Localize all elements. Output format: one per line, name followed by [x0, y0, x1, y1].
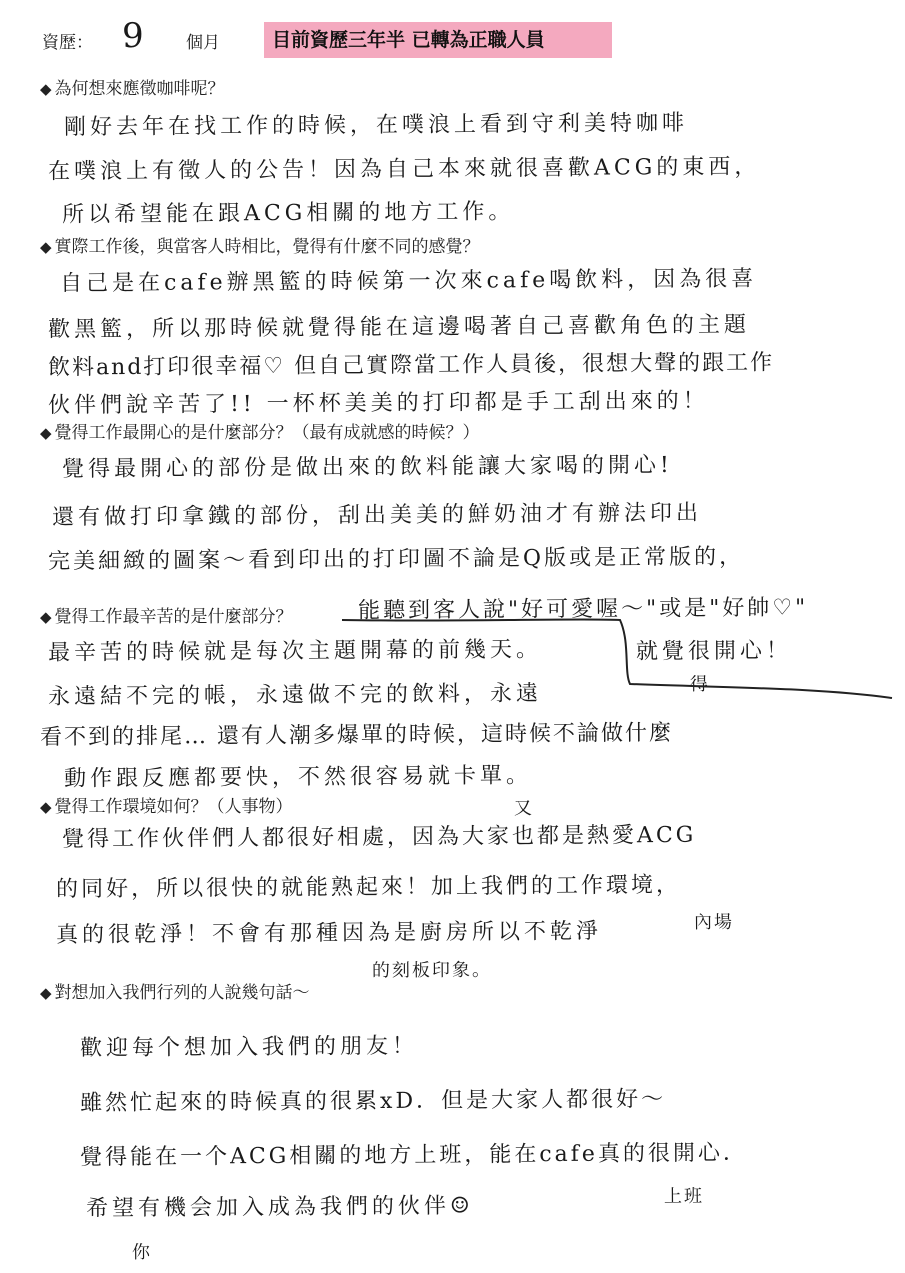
answer-4-line-3: 看不到的排尾… 還有人潮多爆單的時候，這時候不論做什麼: [39, 720, 674, 751]
answer-6-line-4: 希望有機会加入成為我們的伙伴☺: [85, 1193, 474, 1222]
question-1: ◆ 為何想來應徵咖啡呢？: [40, 79, 225, 99]
diamond-bullet-icon: ◆: [40, 238, 52, 256]
answer-5-line-1: 覺得工作伙伴們人都很好相處，因為大家也都是熱愛ACG: [61, 822, 697, 853]
insert-mark-work: 上班: [663, 1185, 705, 1208]
answer-1-line-2: 在噗浪上有徵人的公告！因為自己本來就很喜歡ACG的東西，: [47, 154, 761, 185]
answer-5-line-3: 真的很乾淨！不會有那種因為是廚房所以不乾淨: [55, 919, 603, 948]
answer-1-line-3: 所以希望能在跟ACG相關的地方工作。: [61, 199, 515, 228]
insert-mark-de: 得: [689, 673, 711, 696]
annotation-connector-line: [340, 612, 900, 702]
answer-5-line-2: 的同好，所以很快的就能熟起來！加上我們的工作環境，: [55, 872, 682, 903]
answer-6-line-3: 覺得能在一个ACG相關的地方上班，能在cafe真的很開心．: [79, 1140, 748, 1171]
question-4: ◆ 覺得工作最辛苦的是什麼部分？: [40, 607, 293, 627]
answer-3-line-3: 完美細緻的圖案～看到印出的打印圖不論是Q版或是正常版的，: [47, 544, 745, 575]
answer-1-line-1: 剛好去年在找工作的時候，在噗浪上看到守利美特咖啡: [63, 110, 689, 141]
answer-2-line-3: 飲料and打印很幸福♡ 但自己實際當工作人員後，很想大聲的跟工作: [47, 350, 775, 381]
answer-4-line-2: 永遠結不完的帳，永遠做不完的飲料，永遠: [47, 681, 543, 710]
diamond-bullet-icon: ◆: [40, 80, 52, 98]
answer-3-line-2: 還有做打印拿鐵的部份，刮出美美的鮮奶油才有辦法印出: [51, 500, 703, 531]
insert-mark-you-2: 你: [131, 1241, 153, 1264]
answer-3-continuation-2: 就覺很開心！: [635, 638, 793, 665]
question-5: ◆ 覺得工作環境如何？（人事物）: [40, 797, 293, 817]
diamond-bullet-icon: ◆: [40, 798, 52, 816]
answer-3-line-1: 覺得最開心的部份是做出來的飲料能讓大家喝的開心!: [61, 452, 673, 483]
status-banner: 目前資歷三年半 已轉為正職人員: [264, 22, 612, 58]
diamond-bullet-icon: ◆: [40, 984, 52, 1002]
answer-5-tail: 的刻板印象。: [371, 959, 493, 982]
answer-2-line-1: 自己是在cafe辦黑籃的時候第一次來cafe喝飲料，因為很喜: [59, 266, 758, 297]
answer-4-line-1: 最辛苦的時候就是每次主題開幕的前幾天。: [47, 637, 543, 666]
question-3: ◆ 覺得工作最開心的是什麼部分？（最有成就感的時候？）: [40, 423, 480, 443]
experience-label: 資歷：: [42, 33, 93, 53]
question-6: ◆ 對想加入我們行列的人說幾句話～: [40, 983, 310, 1003]
diamond-bullet-icon: ◆: [40, 608, 52, 626]
months-label: 個月: [186, 33, 220, 53]
answer-3-continuation: 能聽到客人說"好可愛喔～"或是"好帥♡": [357, 595, 809, 624]
answer-2-line-2: 歡黑籃，所以那時候就覺得能在這邊喝著自己喜歡角色的主題: [47, 312, 751, 343]
answer-2-line-4: 伙伴們說辛苦了!! 一杯杯美美的打印都是手工刮出來的！: [47, 388, 709, 419]
months-value: 9: [121, 15, 148, 57]
answer-6-line-1: 歡迎每个想加入我們的朋友！: [79, 1033, 419, 1062]
diamond-bullet-icon: ◆: [40, 424, 52, 442]
question-2: ◆ 實際工作後，與當客人時相比，覺得有什麼不同的感覺？: [40, 237, 480, 257]
answer-4-line-4: 動作跟反應都要快，不然很容易就卡單。: [63, 763, 533, 792]
insert-mark-you: 又: [513, 797, 535, 820]
answer-6-line-2: 雖然忙起來的時候真的很累xD．但是大家人都很好～: [79, 1086, 667, 1117]
insert-mark-inner: 內場: [693, 911, 735, 934]
